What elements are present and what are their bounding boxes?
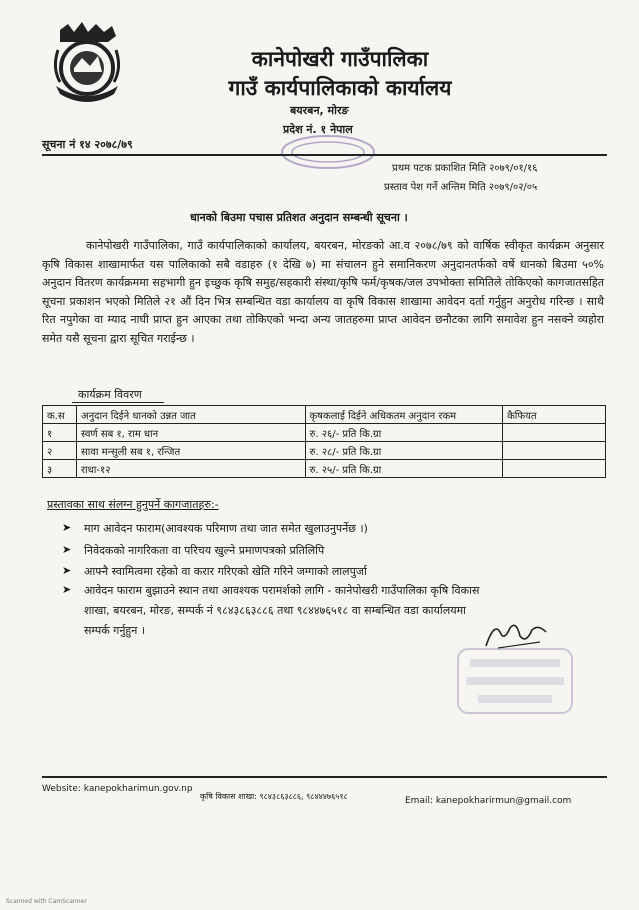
arrow-bullet-icon: ➤ — [62, 583, 72, 596]
table-row — [43, 460, 606, 478]
row-amount: रु. २६/- प्रति कि.ग्रा — [305, 424, 503, 442]
scanner-watermark: Scanned with CamScanner — [6, 898, 87, 905]
table-header-row — [43, 406, 606, 424]
arrow-bullet-icon: ➤ — [62, 564, 72, 577]
row-remarks — [503, 460, 606, 478]
notice-title: धानको बिउमा पचास प्रतिशत अनुदान सम्बन्धी सूचना । — [190, 211, 408, 224]
arrow-bullet-icon: ➤ — [62, 521, 72, 534]
row-remarks — [503, 442, 606, 460]
program-table — [42, 405, 606, 478]
list-item-continuation: शाखा, बयरबन, मोरङ, सम्पर्क नं ९८४३८६३८८६ तथा ९८४४७६५१८ वा सम्बन्धित वडा कार्यालयमा — [84, 604, 467, 617]
footer-email: Email: kanepokharirmun@gmail.com — [405, 796, 572, 806]
municipality-emblem-icon — [50, 22, 124, 102]
address-line-2: प्रदेश नं. १ नेपाल — [283, 123, 353, 136]
col-remarks: कैफियत — [503, 406, 606, 424]
submission-deadline: प्रस्ताव पेश गर्ने अन्तिम मिति २०७९/०२/०५ — [384, 182, 538, 193]
first-published-date: प्रथम पटक प्रकाशित मिति २०७९/०१/१६ — [392, 163, 538, 174]
footer-website: Website: kanepokharimun.gov.np — [42, 784, 193, 794]
col-serial: क.स — [43, 406, 77, 424]
col-amount: कृषकलाई दिईने अधिकतम अनुदान रकम — [305, 406, 503, 424]
municipality-name: कानेपोखरी गाउँपालिका — [251, 47, 429, 71]
address-line-1: बयरबन, मोरङ — [290, 104, 349, 117]
row-variety: स्वर्ण सब १, राम धान — [76, 424, 305, 442]
row-serial: २ — [43, 442, 77, 460]
notice-body: कानेपोखरी गाउँपालिका, गाउँ कार्यपालिकाको कार्यालय, बयरबन, मोरङको आ.व २०७८/७९ को वार्षिक स्वीकृत कार्यक्रम अनुसार कृषि विकास शाखामार्फत यस पालिकाको सबै वडाहरु (१ देखि ७) मा संचालन हुने समानिकरण अनुदानतर्फको वर्षे धानको बिउमा ५०% अनुदान वितरण कार्यक्रममा सहभागी हुन इच्छुक कृषि समुह/सहकारी संस्था/कृषि फर्म/कृषक/जल उपभोक्ता समितिले तोकिएको कागजातसहित सूचना प्रकाशन भएको मितिले २१ औं दिन भित्र सम्बन्धित वडा कार्यालय वा कृषि विकास शाखामा आवेदन दर्ता गर्नुहुन अनुरोध गरिन्छ । साथै रित नपुगेका वा म्याद नाघी प्राप्त हुन आएका तथा तोकिएको भन्दा अन्य जातहरुमा प्राप्त आवेदन छनौटका लागि समावेश हुन नसक्ने व्यहोरा समेत यसै सूचना द्वारा सूचित गराईन्छ । — [42, 239, 604, 345]
program-section-label: कार्यक्रम विवरण — [78, 388, 142, 401]
official-seal-stamp-icon — [450, 645, 580, 717]
notice-page: कानेपोखरी गाउँपालिका गाउँ कार्यपालिकाको कार्यालय बयरबन, मोरङ प्रदेश नं. १ नेपाल सूचना नं १४ २०७८/७९ प्रथम पटक प्रकाशित मिति २०७९/०१/१६ प्रस्ताव पेश गर्ने अन्तिम मिति २०७९/०२/०५ धानको बिउमा पचास प्रतिशत अनुदान सम्बन्धी सूचना । कानेपोखरी गाउँपालिका, गाउँ कार्यपालिकाको कार्यालय, बयरबन, मोरङको आ.व २०७८/७९ को वार्षिक स्वीकृत कार्यक्रम अनुसार कृषि विकास शाखामार्फत यस पालिकाको सबै वडाहरु (१ देखि ७) मा संचालन हुने समानिकरण अनुदानतर्फको वर्षे धानको बिउमा ५०% अनुदान वितरण कार्यक्रममा सहभागी हुन इच्छुक कृषि समुह/सहकारी संस्था/कृषि फर्म/कृषक/जल उपभोक्ता समितिले तोकिएको कागजातसहित सूचना प्रकाशन भएको मितिले २१ औं दिन भित्र सम्बन्धित वडा कार्यालय वा कृषि विकास शाखामा आवेदन दर्ता गर्नुहुन अनुरोध गरिन्छ । साथै रित नपुगेका वा म्याद नाघी प्राप्त हुन आएका तथा तोकिएको भन्दा अन्य जातहरुमा प्राप्त आवेदन छनौटका लागि समावेश हुन नसक्ने व्यहोरा समेत यसै सूचना द्वारा सूचित गराईन्छ । कार्यक्रम विवरण क.स अनुदान दिईने धानको उन्नत जात कृषकलाई दिईने अधिकतम अनुदान रकम कैफियत १ स्वर्ण सब १, राम धान रु. २६/- प्रति कि.ग्रा २ सावा मन्सुली सब १, रन्जित रु. २८/- प्रति कि.ग्रा ३ राधा-१२ रु. २५/- प्रति कि.ग्रा प्रस्तावका साथ संलग्न हुनुपर्ने कागजातहरु:- ➤ माग आवेदन फाराम(आवश्यक परिमाण तथा जात समेत खुलाउनुपर्नेछ ।) ➤ निवेदकको नागरिकता वा परिचय खुल्ने प्रमाणपत्रको प्रतिलिपि ➤ आफ्नै स्वामित्वमा रहेको वा करार गरिएको खेति गरिने जग्गाको लालपुर्जा ➤ आवेदन फाराम बुझाउने स्थान तथा आवश्यक परामर्शको लागि - कानेपोखरी गाउँपालिका कृषि विकास शाखा, बयरबन, मोरङ, सम्पर्क नं ९८४३८६३८८६ तथा ९८४४७६५१८ वा सम्बन्धित वडा कार्यालयमा सम्पर्क गर्नुहुन । Website: kanepokharimun.gov.np कृषि विकास शाखा: ९८४३८६३८८६, ९८४४४७६५१८ Email: kanepokharirmun@gmail.com Scanned with CamScanner — [0, 0, 639, 910]
col-variety: अनुदान दिईने धानको उन्नत जात — [76, 406, 305, 424]
row-serial: ३ — [43, 460, 77, 478]
header-divider — [42, 154, 607, 156]
row-remarks — [503, 424, 606, 442]
row-amount: रु. २५/- प्रति कि.ग्रा — [305, 460, 503, 478]
footer-divider — [42, 776, 607, 778]
section-underline — [72, 402, 164, 403]
notice-number: सूचना नं १४ २०७८/७९ — [42, 138, 133, 151]
row-variety: राधा-१२ — [76, 460, 305, 478]
row-variety: सावा मन्सुली सब १, रन्जित — [76, 442, 305, 460]
row-amount: रु. २८/- प्रति कि.ग्रा — [305, 442, 503, 460]
arrow-bullet-icon: ➤ — [62, 543, 72, 556]
row-serial: १ — [43, 424, 77, 442]
documents-label: प्रस्तावका साथ संलग्न हुनुपर्ने कागजातहरु:- — [47, 498, 219, 511]
table-row — [43, 442, 606, 460]
footer-contact: कृषि विकास शाखा: ९८४३८६३८८६, ९८४४४७६५१८ — [200, 792, 348, 801]
list-item-continuation: सम्पर्क गर्नुहुन । — [84, 624, 146, 637]
office-stamp-icon — [278, 132, 378, 172]
office-name: गाउँ कार्यपालिकाको कार्यालय — [228, 76, 452, 100]
table-row — [43, 424, 606, 442]
